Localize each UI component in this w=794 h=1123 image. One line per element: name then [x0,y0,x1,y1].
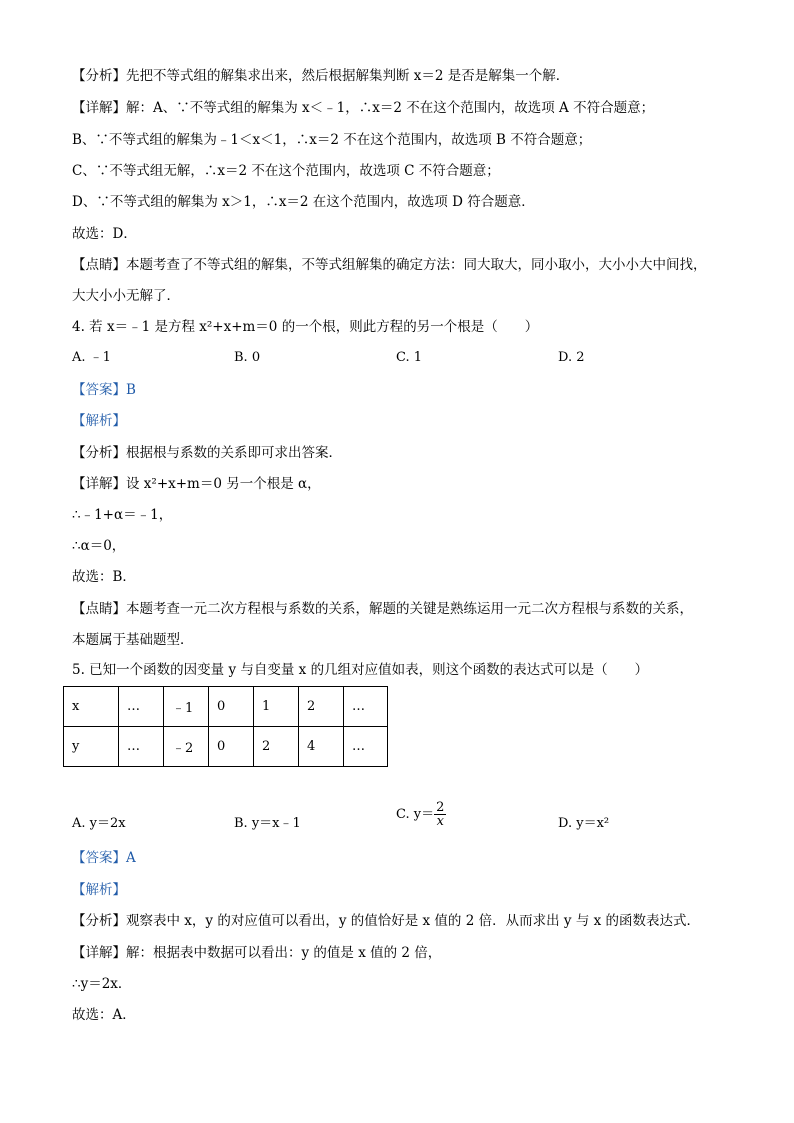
q4-comment-2: 本题属于基础题型． [72,632,194,648]
table-cell: ﹣1 [164,687,209,727]
q5-result: ∴y＝2x． [72,976,132,992]
fraction [434,801,446,828]
table-row [64,687,388,727]
q4-step-1: ∴﹣1+α＝﹣1， [72,507,173,523]
q4-option-c: C. 1 [396,350,423,365]
q5-option-d: D. y＝x² [558,816,610,831]
q5-option-b: B. y＝x﹣1 [234,816,301,831]
table-cell: … [344,687,388,727]
table-cell: ﹣2 [164,727,209,767]
choice-line: 故选：D． [72,226,137,242]
q4-answer: 【答案】B [72,382,136,398]
q4-comment: 【点睛】本题考查一元二次方程根与系数的关系，解题的关键是熟练运用一元二次方程根与系数的关系， [72,601,693,617]
table-cell: 2 [254,727,299,767]
q5-solution-heading: 【解析】 [72,882,126,898]
question-4-stem: 4. 若 x＝﹣1 是方程 x²+x+m＝0 的一个根，则此方程的另一个根是（ ） [72,319,539,335]
table-cell: … [119,727,164,767]
question-5-stem: 5. 已知一个函数的因变量 y 与自变量 x 的几组对应值如表，则这个函数的表达式可以是（ ） [72,662,649,678]
q5-option-a: A. y＝2x [72,816,126,831]
q4-detail: 【详解】设 x²+x+m＝0 另一个根是 α， [72,476,321,492]
table-cell: 2 [299,687,344,727]
q4-choice: 故选：B． [72,569,136,585]
q5-analysis: 【分析】观察表中 x，y 的对应值可以看出，y 的值恰好是 x 值的 2 倍．从而求出 y 与 x 的函数表达式． [72,913,701,929]
table-cell: y [64,727,119,767]
option-d-explanation: D、∵不等式组的解集为 x＞1，∴x＝2 在这个范围内，故选项 D 符合题意． [72,194,535,210]
detail-line: 【详解】解：A、∵不等式组的解集为 x＜﹣1，∴x＝2 不在这个范围内，故选项 A 不符合题意； [72,100,655,116]
fraction-numerator: 2 [436,800,445,815]
q4-step-2: ∴α＝0， [72,538,126,554]
q5-option-c-prefix: C. y＝ [396,807,435,822]
q4-analysis: 【分析】根据根与系数的关系即可求出答案． [72,445,342,461]
table-cell: … [344,727,388,767]
q4-option-b: B. 0 [234,350,261,365]
table-cell: … [119,687,164,727]
q4-option-a: A. ﹣1 [72,350,111,365]
option-c-explanation: C、∵不等式组无解，∴x＝2 不在这个范围内，故选项 C 不符合题意； [72,163,500,179]
q5-choice: 故选：A． [72,1007,136,1023]
table-cell: 0 [209,687,254,727]
table-cell: x [64,687,119,727]
table-cell: 1 [254,687,299,727]
table-row [64,727,388,767]
fraction-denominator: x [436,814,444,829]
table-cell: 4 [299,727,344,767]
comment-line-2: 大大小小无解了． [72,288,180,304]
q5-detail: 【详解】解：根据表中数据可以看出：y 的值是 x 值的 2 倍， [72,945,442,961]
q5-answer: 【答案】A [72,850,136,866]
value-table [63,686,388,767]
option-b-explanation: B、∵不等式组的解集为﹣1＜x＜1，∴x＝2 不在这个范围内，故选项 B 不符合题意； [72,132,592,148]
analysis-line: 【分析】先把不等式组的解集求出来，然后根据解集判断 x＝2 是否是解集一个解． [72,68,570,84]
q4-option-d: D. 2 [558,350,585,365]
comment-line: 【点睛】本题考查了不等式组的解集，不等式组解集的确定方法：同大取大，同小取小，大小小大中间找， [72,257,707,273]
q5-option-c [396,801,446,828]
table-cell: 0 [209,727,254,767]
q4-solution-heading: 【解析】 [72,413,126,429]
